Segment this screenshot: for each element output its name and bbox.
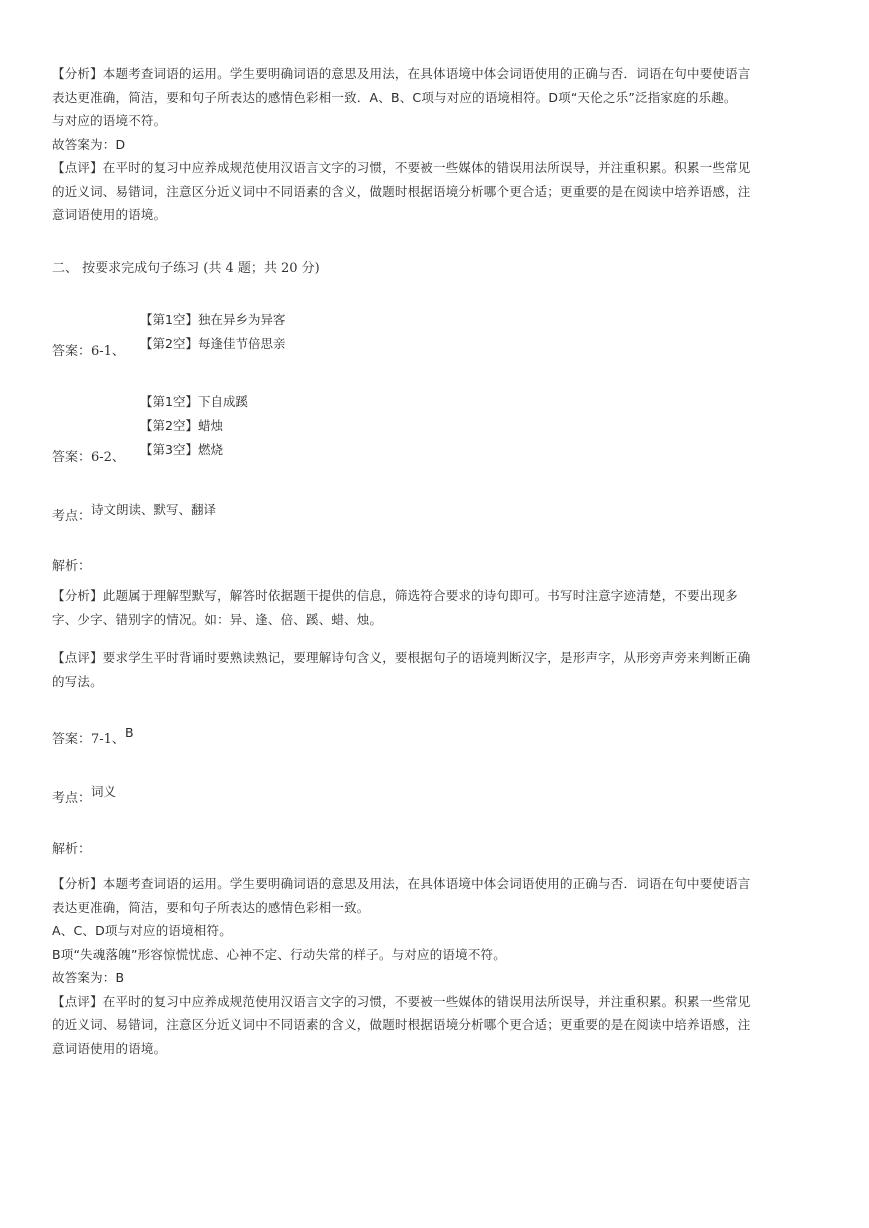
comment-line: 的近义词、易错词，注意区分近义词中不同语素的含义，做题时根据语境分析哪个更合适；更重要的是在阅读中培养语感，注: [52, 183, 751, 199]
q6-analysis: [52, 584, 814, 631]
analysis-line: 【分析】本题考查词语的运用。学生要明确词语的意思及用法，在具体语境中体会词语使用的正确与否．词语在句中要使语言: [52, 876, 751, 891]
q7-point: [52, 784, 117, 806]
q6-point: [52, 502, 217, 524]
analysis-line: 与对应的语境不符。: [52, 113, 167, 128]
comment-line: 【点评】在平时的复习中应养成规范使用汉语言文字的习惯，不要被一些媒体的错误用法所误导，并注重积累。积累一些常见: [52, 993, 751, 1009]
answer-label: 答案：7-1、: [52, 732, 125, 747]
q6-jiexi-label: 解析：: [52, 559, 92, 574]
q7-analysis: [52, 872, 814, 1060]
q6-1-label: 答案：6-1、: [52, 344, 125, 359]
blank-answer: 【第2空】蜡烛: [140, 418, 223, 433]
analysis-line: 【分析】本题考查词语的运用。学生要明确词语的意思及用法，在具体语境中体会词语使用的正确与否．词语在句中要使语言: [52, 66, 751, 81]
intro-analysis: [52, 62, 814, 227]
comment-line: 的写法。: [52, 673, 103, 689]
q6-comment: [52, 646, 814, 693]
q7-1: [52, 725, 134, 747]
analysis-line: 【分析】此题属于理解型默写，解答时依据题干提供的信息，筛选符合要求的诗句即可。书写时注意字迹清楚，不要出现多: [52, 588, 738, 603]
analysis-line: 字、少字、错别字的情况。如：异、逢、倍、蹊、蜡、烛。: [52, 611, 383, 627]
comment-line: 【点评】要求学生平时背诵时要熟读熟记，要理解诗句含义，要根据句子的语境判断汉字，是形声字，从形旁声旁来判断正确: [52, 650, 751, 665]
comment-line: 的近义词、易错词，注意区分近义词中不同语素的含义，做题时根据语境分析哪个更合适；更重要的是在阅读中培养语感，注: [52, 1017, 751, 1032]
q7-jiexi-label: 解析：: [52, 842, 92, 857]
answer-value: B: [124, 725, 134, 740]
blank-answer: 【第1空】下自成蹊: [140, 394, 248, 409]
blank-answer: 【第2空】每逢佳节倍思亲: [140, 336, 286, 351]
q6-2-blanks: [140, 390, 248, 462]
answer-line: 故答案为：D: [52, 136, 126, 152]
point-label: 考点：: [52, 509, 92, 524]
analysis-line: B项“失魂落魄”形容惊慌忧虑、心神不定、行动失常的样子。与对应的语境不符。: [52, 946, 506, 962]
comment-line: 意词语使用的语境。: [52, 1040, 167, 1056]
q6-2-label: 答案：6-2、: [52, 450, 125, 465]
comment-line: 【点评】在平时的复习中应养成规范使用汉语言文字的习惯，不要被一些媒体的错误用法所误导，并注重积累。积累一些常见: [52, 160, 751, 175]
analysis-line: 表达更准确，简洁，要和句子所表达的感情色彩相一致。: [52, 899, 370, 915]
q6-1-blanks: [140, 308, 285, 356]
section-title: 二、 按要求完成句子练习 (共 4 题；共 20 分): [52, 261, 320, 276]
answer-line: 故答案为：B: [52, 970, 125, 985]
analysis-line: 表达更准确，简洁，要和句子所表达的感情色彩相一致．A、B、C项与对应的语境相符。D项“天伦之乐”泛指家庭的乐趣。: [52, 89, 737, 105]
point-value: 词义: [91, 784, 117, 799]
blank-answer: 【第3空】燃烧: [140, 442, 223, 457]
comment-line: 意词语使用的语境。: [52, 207, 167, 222]
blank-answer: 【第1空】独在异乡为异客: [140, 312, 286, 327]
analysis-line: A、C、D项与对应的语境相符。: [52, 923, 232, 938]
point-value: 诗文朗读、默写、翻译: [91, 502, 217, 517]
point-label: 考点：: [52, 791, 92, 806]
